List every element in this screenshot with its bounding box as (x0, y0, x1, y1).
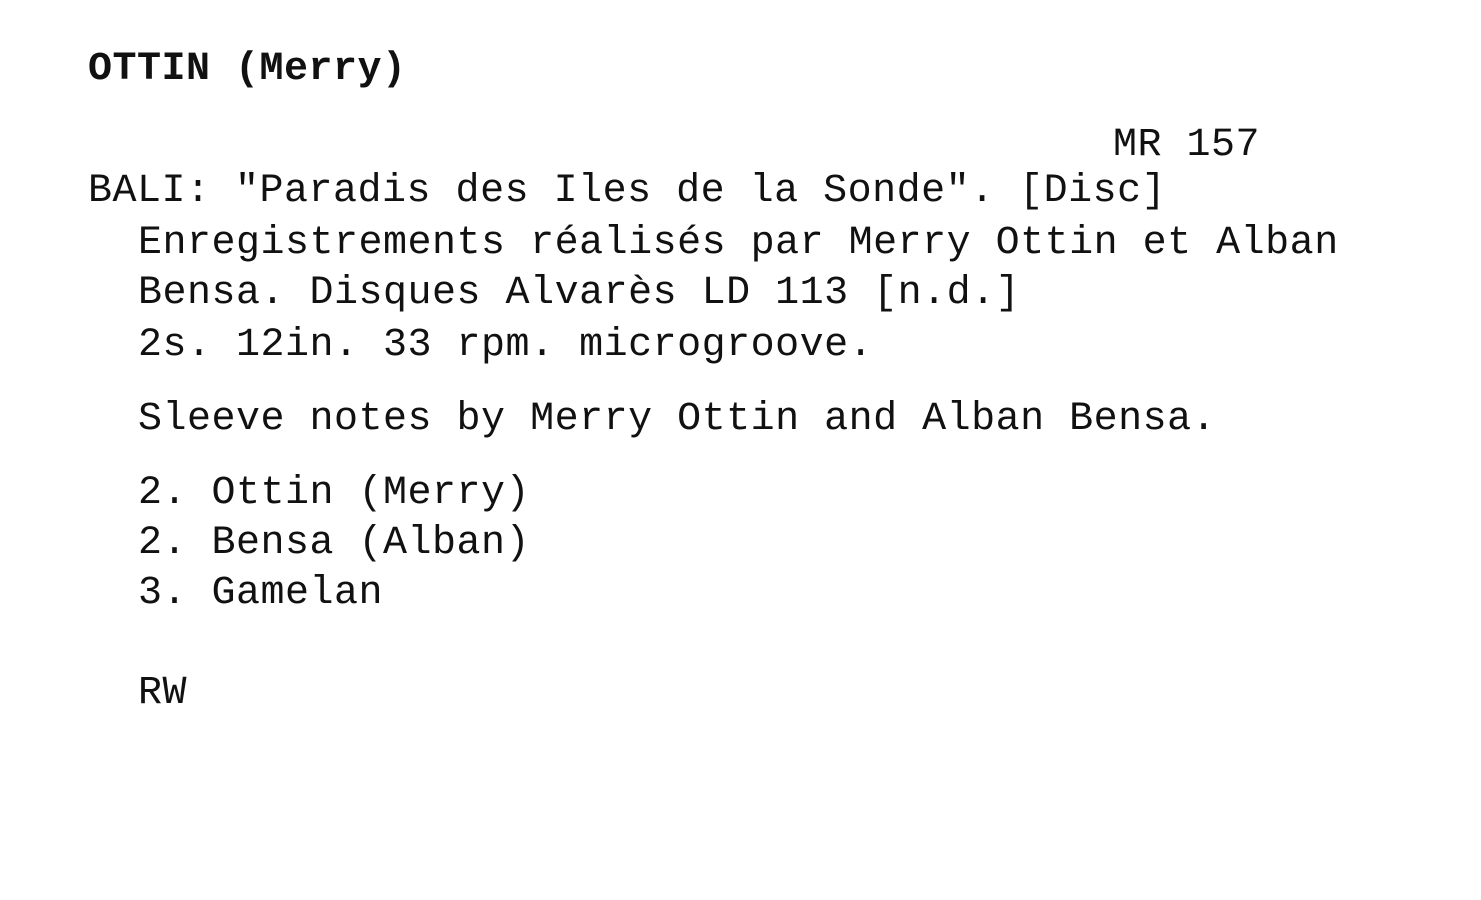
tracing-3: 3. Gamelan (138, 571, 384, 616)
title-line-2: Enregistrements réalisés par Merry Ottin et Alban (138, 221, 1339, 266)
tracing-1: 2. Ottin (Merry) (138, 471, 531, 516)
tracing-2: 2. Bensa (Alban) (138, 521, 531, 566)
main-entry-heading: OTTIN (Merry) (88, 47, 407, 92)
cataloger-initials: RW (138, 671, 188, 716)
call-number: MR 157 (1113, 123, 1261, 168)
physical-description: 2s. 12in. 33 rpm. microgroove. (138, 323, 874, 368)
title-line-3: Bensa. Disques Alvarès LD 113 [n.d.] (138, 271, 1021, 316)
sleeve-note: Sleeve notes by Merry Ottin and Alban Bensa. (138, 397, 1217, 442)
title-line-1: BALI: "Paradis des Iles de la Sonde". [Disc] (88, 169, 1167, 214)
